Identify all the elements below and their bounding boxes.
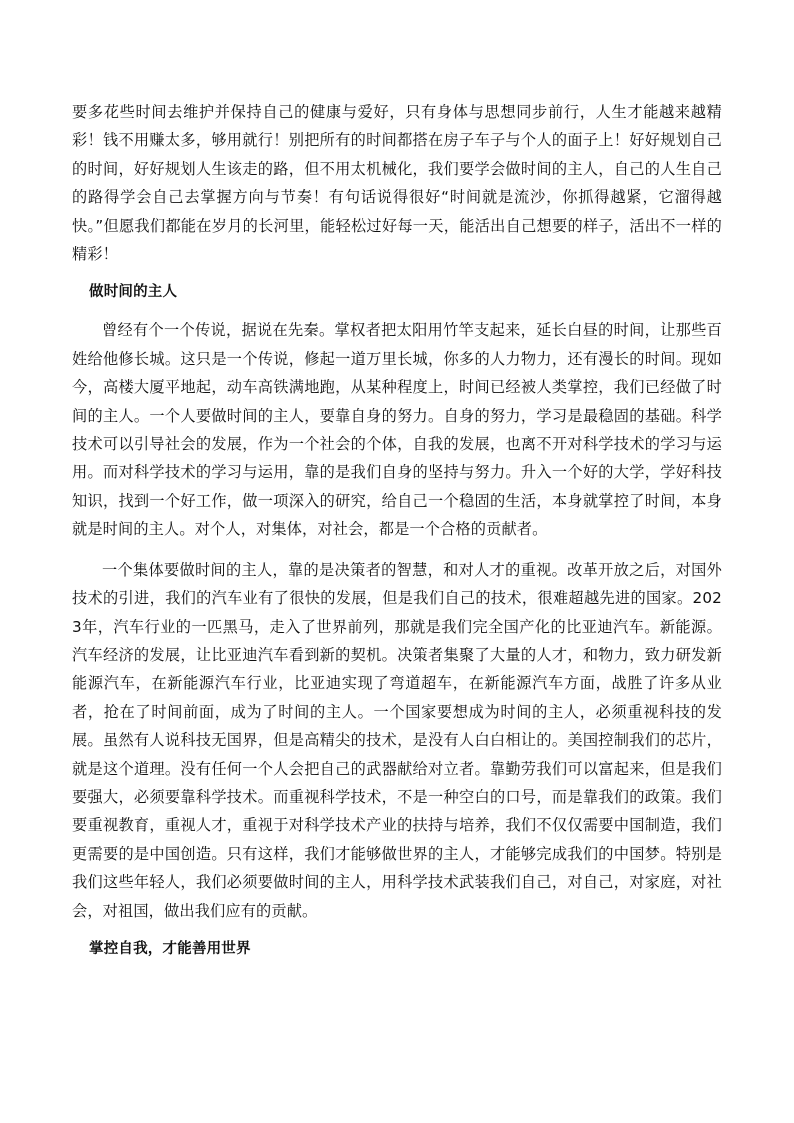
paragraph-legend-and-personal-effort: 曾经有个一个传说，据说在先秦。掌权者把太阳用竹竿支起来，延长白昼的时间，让那些百姓给他修长城。这只是一个传说，修起一道万里长城，你多的人力物力，还有漫长的时间。现如今，高楼大厦平地起，动车高铁满地跑，从某种程度上，时间已经被人类掌控，我们已经做了时间的主人。一个人要做时间的主人，要靠自身的努力。自身的努力，学习是最稳固的基础。科学技术可以引导社会的发展，作为一个社会的个体，自我的发展，也离不开对科学技术的学习与运用。而对科学技术的学习与运用，靠的是我们自身的坚持与努力。升入一个好的大学，学好科技知识，找到一个好工作，做一项深入的研究，给自己一个稳固的生活，本身就掌控了时间，本身就是时间的主人。对个人，对集体，对社会，都是一个合格的贡献者。 [72, 321, 722, 539]
document-body [72, 98, 722, 963]
section-heading-self-control: 掌控自我，才能善用世界 [89, 940, 251, 957]
paragraph-health-and-time: 要多花些时间去维护并保持自己的健康与爱好，只有身体与思想同步前行，人生才能越来越精彩！钱不用赚太多，够用就行！别把所有的时间都搭在房子车子与个人的面子上！好好规划自己的时间，好好规划人生该走的路，但不用太机械化，我们要学会做时间的主人，自己的人生自己的路得学会自己去掌握方向与节奏！有句话说得很好“时间就是流沙，你抓得越紧，它溜得越快。”但愿我们都能在岁月的长河里，能轻松过好每一天，能活出自己想要的样子，活出不一样的精彩！ [72, 103, 722, 264]
section-heading-master-of-time: 做时间的主人 [89, 284, 178, 301]
paragraph-collective-and-nation: 一个集体要做时间的主人，靠的是决策者的智慧，和对人才的重视。改革开放之后，对国外技术的引进，我们的汽车业有了很快的发展，但是我们自己的技术，很难超越先进的国家。2023年，汽车行业的一匹黑马，走入了世界前列，那就是我们完全国产化的比亚迪汽车。新能源。汽车经济的发展，让比亚迪汽车看到新的契机。决策者集聚了大量的人才，和物力，致力研发新能源汽车，在新能源汽车行业，比亚迪实现了弯道超车，在新能源汽车方面，战胜了许多从业者，抢在了时间前面，成为了时间的主人。一个国家要想成为时间的主人，必须重视科技的发展。虽然有人说科技无国界，但是高精尖的技术，是没有人白白相让的。美国控制我们的芯片，就是这个道理。没有任何一个人会把自己的武器献给对立者。靠勤劳我们可以富起来，但是我们要强大，必须要靠科学技术。而重视科学技术，不是一种空白的口号，而是靠我们的政策。我们要重视教育，重视人才，重视于对科学技术产业的扶持与培养，我们不仅仅需要中国制造，我们更需要的是中国创造。只有这样，我们才能够做世界的主人，才能够完成我们的中国梦。特别是我们这些年轻人，我们必须要做时间的主人，用科学技术武装我们自己，对自己，对家庭，对社会，对祖国，做出我们应有的贡献。 [72, 560, 722, 920]
